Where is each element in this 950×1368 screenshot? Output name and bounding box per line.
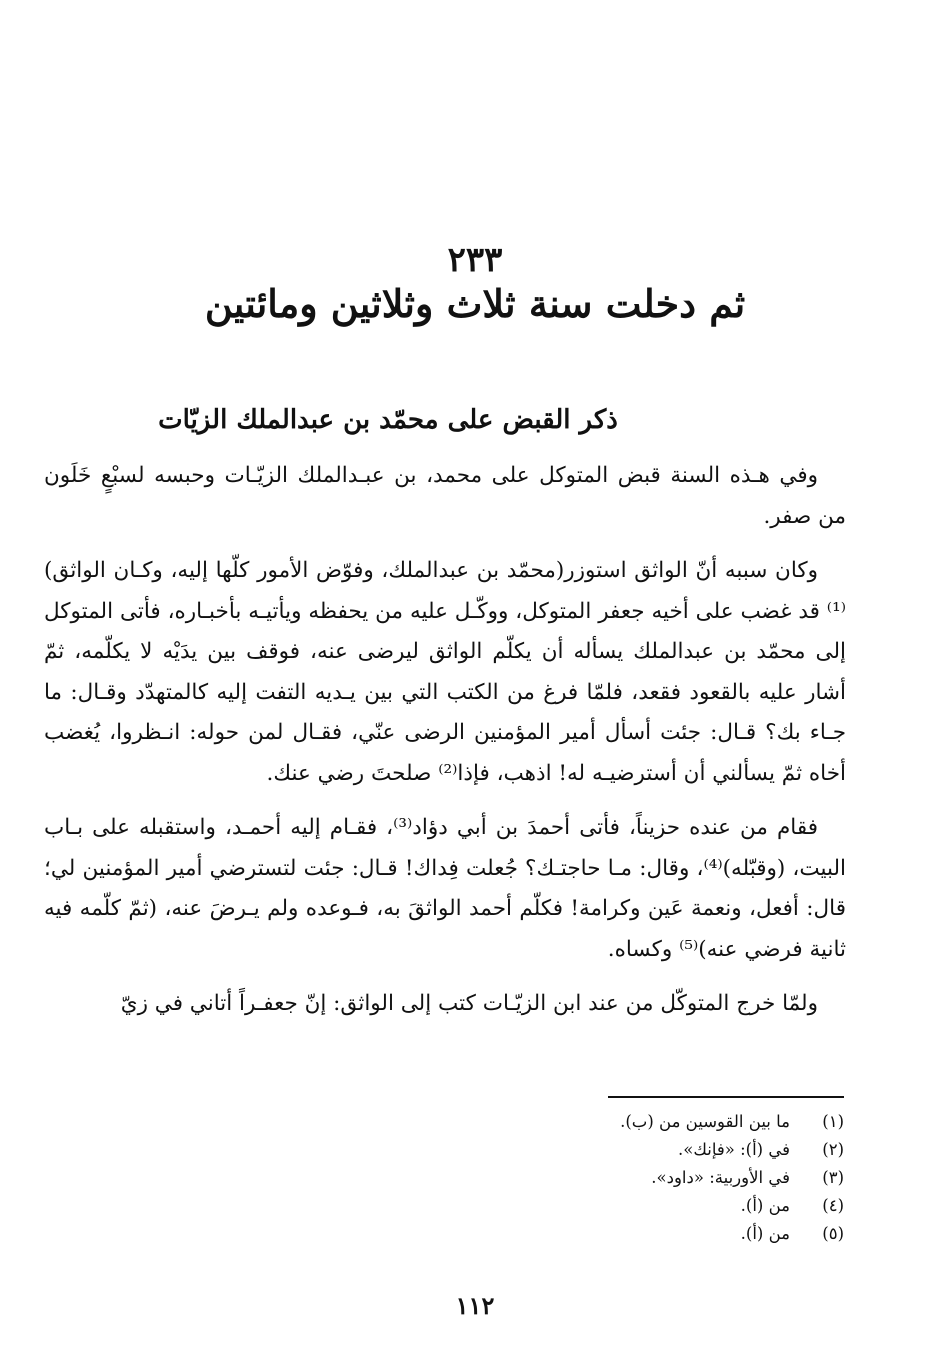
footnote-number: (١) [822,1112,844,1131]
footnote-item [444,1164,844,1192]
footnote-text: في الأوربية: «داود». [651,1168,790,1187]
paragraph: وكان سببه أنّ الواثق استوزر(محمّد بن عبدالملك، وفوّض الأمور كلّها إليه، وكـان الواثق)⁽¹⁾ قد غضب على أخيه جعفر المتوكل، ووكّـل عليه من يحفظه ويأتيـه بأخبـاره، فأتى المتوكل إلى محمّد بن عبدالملك يسأله أن يكلّم الواثق ليرضى عنه، فوقف بين يدَيْه لا يكلّمه، ثمّ أشار عليه بالقعود فقعد، فلمّا فرغ من الكتب التي بين يـديه التفت إليه كالمتهدّد وقـال: ما جـاء بك؟ قـال: جئت أسأل أمير المؤمنين الرضى عنّي، فقـال لمن حوله: انـظروا، يُغضب أخاه ثمّ يسألني أن أسترضيـه له! اذهب، فإذا⁽²⁾ صلحتَ رضي عنك. [44,558,846,786]
footnote-number: (٣) [822,1168,844,1187]
footnote-item [444,1108,844,1136]
footnote-text: من (أ). [740,1224,790,1243]
paragraph: فقام من عنده حزيناً، فأتى أحمدَ بن أبي دؤاد⁽³⁾، فقـام إليه أحمـد، واستقبله على بـاب البيت، (وقبّله)⁽⁴⁾، وقال: مـا حاجتـك؟ جُعلت فِداك! قـال: جئت لتسترضي أمير المؤمنين لي؛ قال: أفعل، ونعمة عَين وكرامة! فكلّم أحمد الواثقَ به، فـوعده ولم يـرضَ عنه، (ثمّ كلّمه فيه ثانية فرضي عنه)⁽⁵⁾ وكساه. [44,815,846,962]
section-heading: ذكر القبض على محمّد بن عبدالملك الزيّات [158,405,618,435]
paragraph: ولمّا خرج المتوكّل من عند ابن الزيّـات كتب إلى الواثق: إنّ جعفـراً أتاني في زيّ [120,991,818,1016]
footnote-text: من (أ). [740,1196,790,1215]
footnote-item [444,1136,844,1164]
page-number: ١١٢ [455,1291,495,1320]
footnote-item [444,1192,844,1220]
footnote-number: (٤) [822,1196,844,1215]
year-number: ٢٣٣ [447,240,503,280]
footnote-number: (٥) [822,1224,844,1243]
footnote-divider [608,1096,844,1098]
footnote-text: ما بين القوسين من (ب). [620,1112,790,1131]
body-text [44,456,846,1025]
chapter-title: ثم دخلت سنة ثلاث وثلاثين ومائتين [204,281,746,326]
footnotes-list [444,1108,844,1248]
footnote-text: في (أ): «فإنك». [678,1140,790,1159]
paragraph: وفي هـذه السنة قبض المتوكل على محمد، بن عبـدالملك الزيّـات وحبسه لسبْعٍ خَلَون من صفر. [44,463,846,529]
footnote-item [444,1220,844,1248]
footnote-number: (٢) [822,1140,844,1159]
